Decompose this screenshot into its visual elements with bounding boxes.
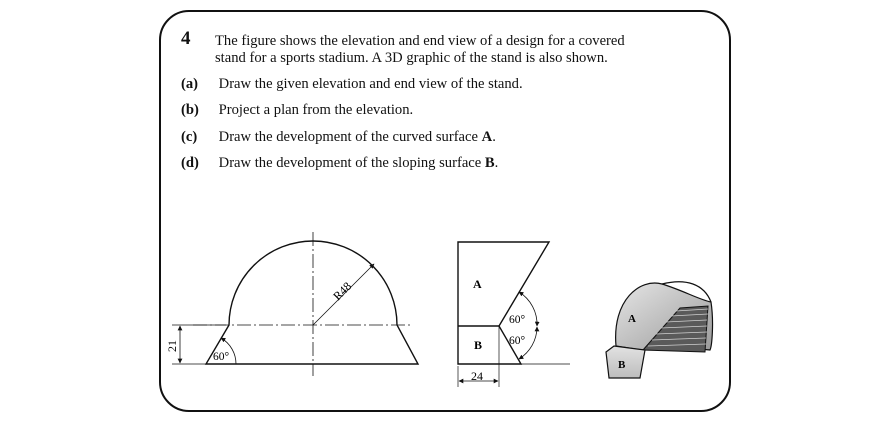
end-view-outline <box>458 242 549 364</box>
end-view-angle-upper-label: 60° <box>509 314 526 326</box>
height-label: 21 <box>165 340 179 352</box>
graphic-base-block <box>606 346 645 378</box>
part-d-text: Draw the development of the sloping surface <box>218 155 485 171</box>
part-c-label: (c) <box>181 129 198 145</box>
part-b-text: Project a plan from the elevation. <box>218 102 414 118</box>
end-view-label-a: A <box>473 277 482 291</box>
end-view-angle-lower-label: 60° <box>509 335 526 347</box>
intro-line-1: The figure shows the elevation and end view of a design for a covered <box>215 33 625 49</box>
radius-label: R48 <box>330 279 355 304</box>
part-d-bold: B <box>484 155 495 171</box>
elevation-view <box>172 232 418 376</box>
part-c-text: Draw the development of the curved surface <box>218 129 482 145</box>
question-number: 4 <box>181 28 191 49</box>
graphic-label-a: A <box>628 313 636 325</box>
part-d-label: (d) <box>181 155 199 171</box>
part-c-end: . <box>492 129 496 145</box>
graphic-label-b: B <box>618 359 626 371</box>
end-view-label-b: B <box>474 338 483 352</box>
intro-line-2: stand for a sports stadium. A 3D graphic of the stand is also shown. <box>215 50 608 66</box>
part-a-text: Draw the given elevation and end view of the stand. <box>218 76 523 92</box>
part-d-end: . <box>494 155 499 171</box>
elevation-angle-label: 60° <box>213 351 230 363</box>
elevation-outline <box>206 241 418 364</box>
part-b-label: (b) <box>181 102 199 118</box>
part-a-label: (a) <box>181 76 199 92</box>
part-c-bold: A <box>481 129 493 145</box>
width-label: 24 <box>471 369 483 383</box>
